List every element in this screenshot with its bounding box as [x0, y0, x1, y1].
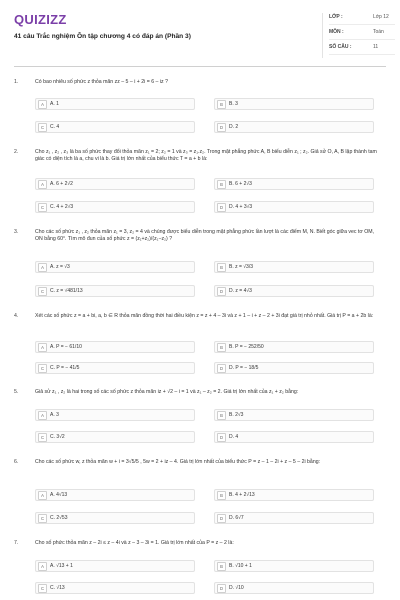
option-a[interactable]	[35, 560, 195, 572]
question-text: Cho z₁ , z₂ , z₃ là ba số phức thay đổi thỏa mãn z₁ = 2; z₂ = 1 và z₃ = z₁.z₂. Trong mặt phẳng phức A, B biểu diễn z₁ ; z₂. Giả sử O, A, B lập thành tam giác có diện tích là a, chu vi là b. Giá trị lớn nhất của biểu thức T = a + b là:	[35, 149, 377, 163]
option-text: C. 2√53	[50, 514, 68, 521]
option-c[interactable]	[35, 201, 195, 213]
option-letter: A	[38, 491, 47, 500]
info-value: Toán	[373, 29, 384, 35]
option-letter: B	[217, 491, 226, 500]
option-letter: A	[38, 263, 47, 272]
option-text: D. 4	[229, 433, 239, 440]
option-letter: D	[217, 287, 226, 296]
header	[14, 12, 314, 40]
option-text: A. z = √3	[50, 263, 70, 270]
question-text: Giả sử z₁ , z₂ là hai trong số các số phức z thỏa mãn iz + √2 – i = 1 và z₁ – z₂ = 2. Giá trị lớn nhất của z₁ + z₂ bằng:	[35, 389, 299, 395]
question-number: 7.	[14, 540, 19, 546]
option-text: C. 3√2	[50, 433, 65, 440]
option-text: C. P = − 41/5	[50, 364, 80, 371]
option-letter: B	[217, 180, 226, 189]
info-row-count	[329, 43, 395, 55]
option-letter: D	[217, 514, 226, 523]
option-text: A. 4√13	[50, 491, 68, 498]
option-b[interactable]	[214, 409, 374, 421]
option-b[interactable]	[214, 560, 374, 572]
option-text: A. 1	[50, 100, 59, 107]
option-text: D. 6√7	[229, 514, 244, 521]
option-d[interactable]	[214, 362, 374, 374]
option-c[interactable]	[35, 431, 195, 443]
option-b[interactable]	[214, 261, 374, 273]
question-text: Xét các số phức z = a + bi, a, b ∈ R thỏa mãn đồng thời hai điều kiện z = z + 4 – 3i và z + 1 – i + z – 2 + 3i đạt giá trị nhỏ nhất. Giá trị P = a + 2b là:	[35, 313, 374, 319]
option-d[interactable]	[214, 285, 374, 297]
page-title: 41 câu Trắc nghiệm Ôn tập chương 4 có đáp án (Phần 3)	[14, 33, 191, 40]
option-letter: C	[38, 514, 47, 523]
option-a[interactable]	[35, 409, 195, 421]
option-text: C. √13	[50, 584, 65, 591]
option-text: B. √10 + 1	[229, 562, 252, 569]
option-letter: C	[38, 584, 47, 593]
option-text: D. 4 + 3√3	[229, 203, 253, 210]
option-d[interactable]	[214, 121, 374, 133]
option-letter: D	[217, 433, 226, 442]
info-row-class	[329, 13, 395, 25]
option-a[interactable]	[35, 341, 195, 353]
question-text: Có bao nhiêu số phức z thỏa mãn zz – 5 – i + 2i = 6 – iz ?	[35, 79, 168, 85]
option-letter: B	[217, 562, 226, 571]
option-letter: D	[217, 584, 226, 593]
question-number: 3.	[14, 229, 19, 235]
option-text: B. 2√3	[229, 411, 244, 418]
option-letter: A	[38, 411, 47, 420]
option-text: B. P = − 252/50	[229, 343, 264, 350]
option-letter: B	[217, 100, 226, 109]
option-a[interactable]	[35, 98, 195, 110]
option-b[interactable]	[214, 341, 374, 353]
option-d[interactable]	[214, 582, 374, 594]
option-letter: D	[217, 364, 226, 373]
option-text: A. 6 + 2√2	[50, 180, 73, 187]
option-c[interactable]	[35, 121, 195, 133]
option-c[interactable]	[35, 582, 195, 594]
option-text: C. 4	[50, 123, 60, 130]
info-label: LỚP :	[329, 14, 343, 20]
question-text: Cho các số phức w, z thỏa mãn w + i = 3√5/5 , 5w = 2 + iz – 4. Giá trị lớn nhất của biểu thức P = z – 1 – 2i + z – 5 – 2i bằng:	[35, 459, 321, 465]
info-value: Lớp 12	[373, 14, 389, 20]
option-c[interactable]	[35, 362, 195, 374]
option-text: D. z = 4√3	[229, 287, 252, 294]
info-label: SỐ CÂU :	[329, 44, 352, 50]
info-label: MÔN :	[329, 29, 344, 35]
option-text: C. 4 + 2√3	[50, 203, 74, 210]
header-divider	[14, 66, 386, 67]
option-text: B. z = √3/3	[229, 263, 254, 270]
option-a[interactable]	[35, 261, 195, 273]
option-letter: B	[217, 411, 226, 420]
quizizz-logo: QUIZIZZ	[14, 12, 67, 27]
option-text: D. 2	[229, 123, 239, 130]
option-letter: A	[38, 180, 47, 189]
option-d[interactable]	[214, 431, 374, 443]
option-text: D. √10	[229, 584, 244, 591]
question-text: Cho số phức thỏa mãn z – 2i ≤ z – 4i và z – 3 – 3i = 1. Giá trị lớn nhất của P = z – 2 là:	[35, 540, 234, 546]
option-a[interactable]	[35, 489, 195, 501]
option-c[interactable]	[35, 512, 195, 524]
option-letter: D	[217, 203, 226, 212]
option-b[interactable]	[214, 178, 374, 190]
question-number: 5.	[14, 389, 19, 395]
question-number: 4.	[14, 313, 19, 319]
option-letter: C	[38, 433, 47, 442]
info-value: 11	[373, 44, 379, 50]
option-letter: C	[38, 364, 47, 373]
option-letter: D	[217, 123, 226, 132]
option-text: B. 4 + 2√13	[229, 491, 255, 498]
option-b[interactable]	[214, 489, 374, 501]
question-text: Cho các số phức z₁ , z₂ thỏa mãn z₁ = 3, z₂ = 4 và chúng được biểu diễn trong mặt phẳng phức lần lượt là các điểm M, N. Biết góc giữa vec tơ OM, ON bằng 60°. Tìm mô đun của số phức z = (z₁+z₂)/(z₁−z₂) ?	[35, 229, 375, 243]
option-d[interactable]	[214, 512, 374, 524]
option-letter: A	[38, 100, 47, 109]
option-a[interactable]	[35, 178, 195, 190]
option-c[interactable]	[35, 285, 195, 297]
option-letter: A	[38, 562, 47, 571]
option-text: A. P = − 61/10	[50, 343, 82, 350]
option-b[interactable]	[214, 98, 374, 110]
info-row-subject	[329, 28, 395, 40]
option-letter: C	[38, 287, 47, 296]
option-letter: A	[38, 343, 47, 352]
info-panel	[322, 13, 395, 58]
option-text: A. √13 + 1	[50, 562, 73, 569]
option-letter: C	[38, 203, 47, 212]
question-number: 6.	[14, 459, 19, 465]
option-letter: C	[38, 123, 47, 132]
option-text: C. z = √481/13	[50, 287, 83, 294]
option-text: D. P = − 18/5	[229, 364, 259, 371]
question-number: 2.	[14, 149, 19, 155]
option-letter: B	[217, 263, 226, 272]
option-d[interactable]	[214, 201, 374, 213]
option-text: B. 6 + 2√3	[229, 180, 252, 187]
option-letter: B	[217, 343, 226, 352]
option-text: A. 3	[50, 411, 59, 418]
option-text: B. 3	[229, 100, 238, 107]
question-number: 1.	[14, 79, 19, 85]
